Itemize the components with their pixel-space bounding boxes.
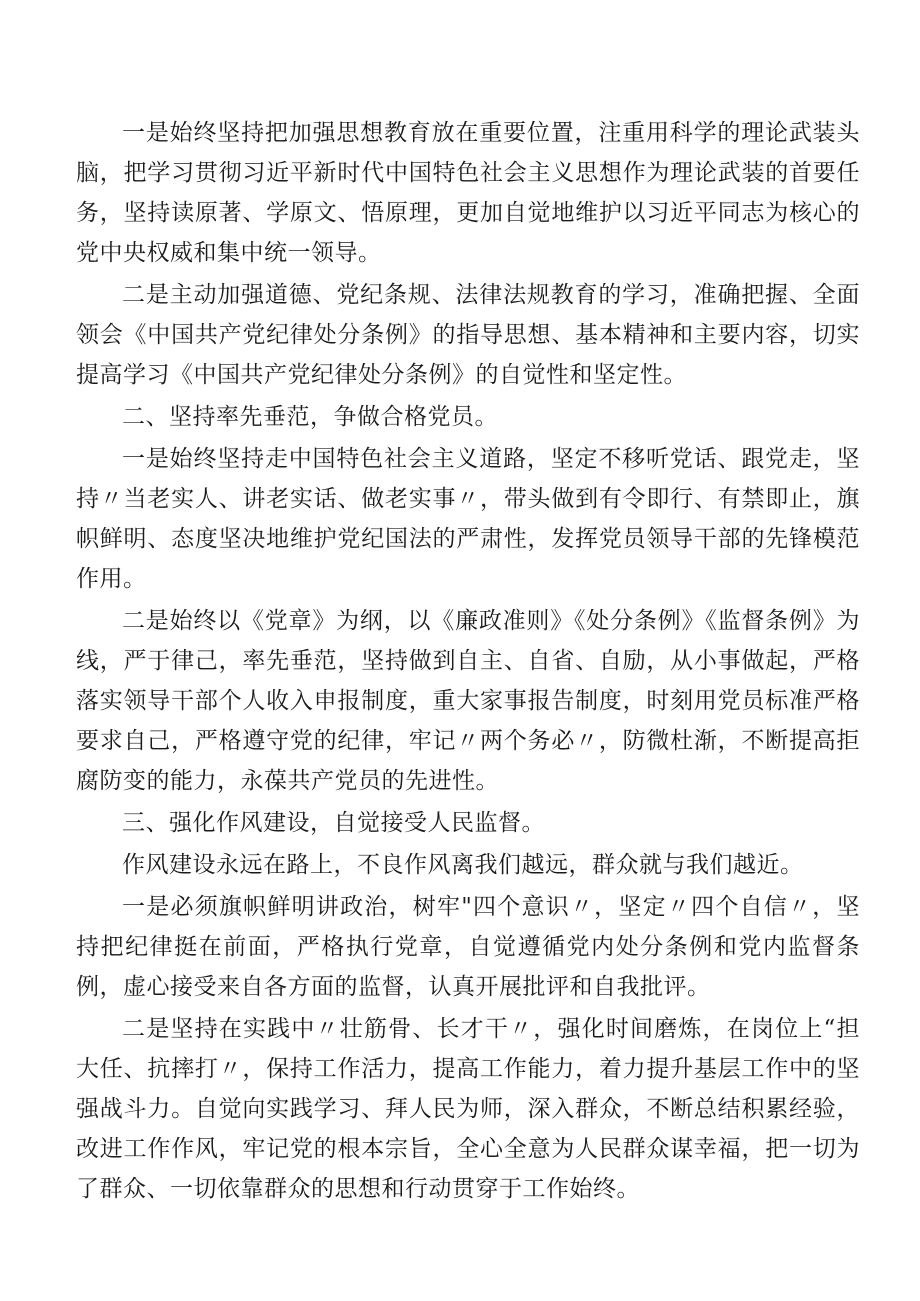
paragraph-5: 作风建设永远在路上，不良作风离我们越远，群众就与我们越近。 (122, 852, 804, 878)
paragraph-4: 二是始终以《党章》为纲，以《廉政准则》《处分条例》《监督条例》为线，严于律己，率先垂范，坚持做到自主、自省、自励，从小事做起，严格落实领导干部个人收入申报制度，重大家事报告制度，时刻用党员标准严格要求自己，严格遵守党的纪律，牢记〃两个务必〃，防微杜渐，不断提高拒腐防变的能力，永葆共产党员的先进性。 (76, 608, 860, 794)
paragraph-7: 二是坚持在实践中〃壮筋骨、长才干〃，强化时间磨炼，在岗位上“担大任、抗摔打〃，保持工作活力，提高工作能力，着力提升基层工作中的坚强战斗力。自觉向实践学习、拜人民为师，深入群众，不断总结积累经验，改进工作作风，牢记党的根本宗旨，全心全意为人民群众谋幸福，把一切为了群众、一切依靠群众的思想和行动贯穿于工作始终。 (76, 1016, 860, 1202)
document-body (76, 113, 860, 1209)
section-heading-3: 三、强化作风建设，自觉接受人民监督。 (122, 810, 545, 836)
section-heading-2: 二、坚持率先垂范，争做合格党员。 (122, 404, 498, 430)
paragraph-2: 二是主动加强道德、党纪条规、法律法规教育的学习，准确把握、全面领会《中国共产党纪律处分条例》的指导思想、基本精神和主要内容，切实提高学习《中国共产党纪律处分条例》的自觉性和坚定性。 (76, 282, 860, 388)
paragraph-1: 一是始终坚持把加强思想教育放在重要位置，注重用科学的理论武装头脑，把学习贯彻习近平新时代中国特色社会主义思想作为理论武装的首要任务，坚持读原著、学原文、悟原理，更加自觉地维护以习近平同志为核心的党中央权威和集中统一领导。 (76, 120, 860, 266)
paragraph-6: 一是必须旗帜鲜明讲政治，树牢"四个意识〃，坚定〃四个自信〃，坚持把纪律挺在前面，严格执行党章，自觉遵循党内处分条例和党内监督条例，虚心接受来自各方面的监督，认真开展批评和自我批评。 (76, 894, 860, 1000)
paragraph-3: 一是始终坚持走中国特色社会主义道路，坚定不移听党话、跟党走，坚持〃当老实人、讲老实话、做老实事〃，带头做到有令即行、有禁即止，旗帜鲜明、态度坚决地维护党纪国法的严肃性，发挥党员领导干部的先锋模范作用。 (76, 446, 860, 592)
